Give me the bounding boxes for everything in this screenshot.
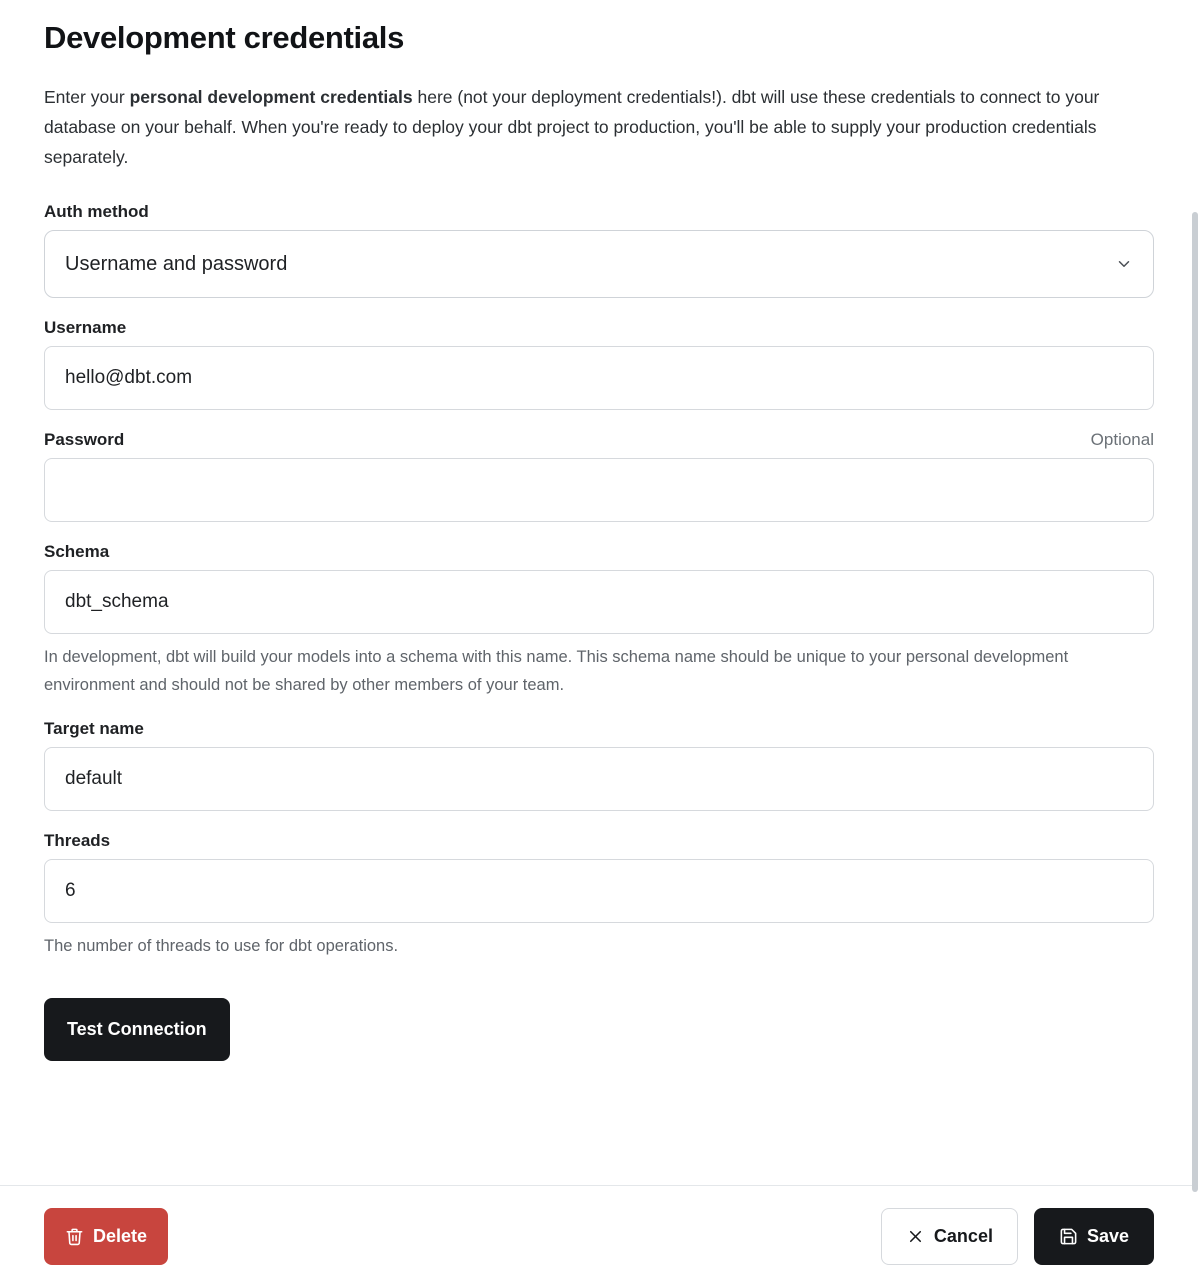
cancel-label: Cancel: [933, 1226, 993, 1246]
threads-label: Threads: [44, 831, 111, 850]
chevron-down-icon: [1115, 255, 1133, 273]
cancel-button[interactable]: [881, 1208, 1018, 1265]
delete-label: Delete: [93, 1226, 148, 1246]
close-icon: [906, 1227, 925, 1246]
field-auth-method: [44, 202, 1154, 298]
field-target-name: [44, 719, 1154, 811]
test-connection-button[interactable]: [44, 998, 230, 1061]
trash-icon: [65, 1227, 84, 1246]
username-label-row: [44, 318, 1154, 338]
footer-right-group: [881, 1208, 1154, 1265]
save-disk-icon: [1059, 1227, 1078, 1246]
auth-method-selected-value: Username and password: [65, 252, 288, 275]
delete-button[interactable]: [44, 1208, 168, 1265]
username-value: hello@dbt.com: [65, 367, 193, 388]
auth-method-select[interactable]: [44, 230, 1154, 298]
threads-label-row: [44, 831, 1154, 851]
page-title: Development credentials: [44, 20, 405, 55]
target-name-label: Target name: [44, 719, 144, 738]
threads-input[interactable]: [44, 859, 1154, 923]
test-connection-label: Test Connection: [67, 1019, 207, 1039]
target-name-value: default: [65, 768, 123, 789]
target-name-input[interactable]: [44, 747, 1154, 811]
vertical-scrollbar[interactable]: [1192, 212, 1198, 1192]
intro-text-bold: personal development credentials: [129, 87, 413, 107]
field-password: [44, 430, 1154, 522]
password-label-row: [44, 430, 1154, 450]
password-optional-badge: Optional: [1090, 430, 1154, 449]
schema-value: dbt_schema: [65, 591, 169, 612]
field-threads: [44, 831, 1154, 960]
schema-help-text: In development, dbt will build your models into a schema with this name. This schema name should be unique to your personal development environment and should not be shared by other members of your team.: [44, 648, 1069, 694]
field-username: [44, 318, 1154, 410]
password-input[interactable]: [44, 458, 1154, 522]
footer-action-bar: [0, 1185, 1198, 1287]
threads-help-text: The number of threads to use for dbt operations.: [44, 937, 399, 955]
schema-label: Schema: [44, 542, 110, 561]
username-input[interactable]: [44, 346, 1154, 410]
intro-text-after: here (not your deployment credentials!). dbt will use these credentials to connect to your database on your behalf. When you're ready to deploy your dbt project to production, you'll be able to supply your production credentials separately.: [44, 87, 1100, 167]
password-label: Password: [44, 430, 125, 449]
save-label: Save: [1086, 1226, 1129, 1246]
threads-value: 6: [65, 880, 76, 901]
intro-text-before: Enter your: [44, 87, 130, 107]
target-name-label-row: [44, 719, 1154, 739]
field-schema: [44, 542, 1154, 699]
username-label: Username: [44, 318, 127, 337]
auth-method-label-row: [44, 202, 1154, 222]
save-button[interactable]: [1034, 1208, 1154, 1265]
schema-input[interactable]: [44, 570, 1154, 634]
auth-method-label: Auth method: [44, 202, 149, 221]
schema-label-row: [44, 542, 1154, 562]
intro-paragraph: [44, 82, 1154, 172]
